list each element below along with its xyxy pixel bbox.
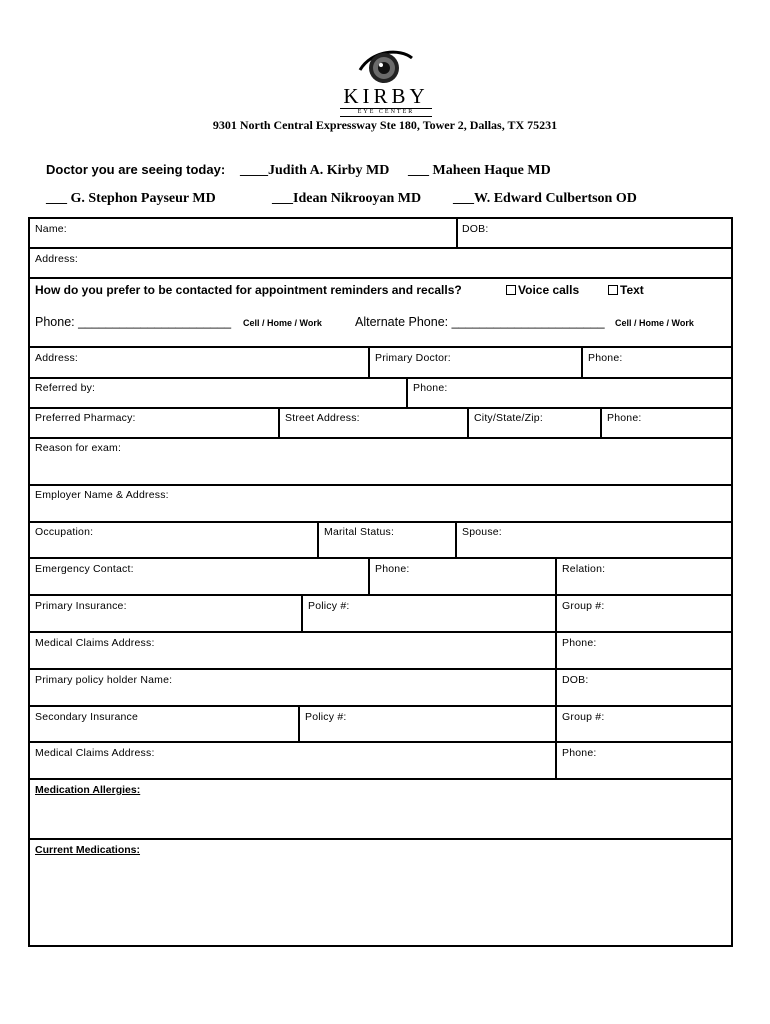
divider: [30, 594, 731, 596]
emergency-contact-field[interactable]: Emergency Contact:: [35, 563, 134, 575]
referred-by-field[interactable]: Referred by:: [35, 382, 96, 394]
address2-field[interactable]: Address:: [35, 352, 79, 364]
divider: [30, 247, 731, 249]
text-label: Text: [620, 283, 644, 297]
alternate-phone-field[interactable]: Alternate Phone: ______________________: [355, 315, 605, 329]
pharmacy-street-field[interactable]: Street Address:: [285, 412, 360, 424]
employer-field[interactable]: Employer Name & Address:: [35, 489, 169, 501]
primary-group-field[interactable]: Group #:: [562, 600, 605, 612]
divider: [278, 407, 280, 437]
divider: [406, 377, 408, 407]
divider: [555, 705, 557, 741]
pharmacy-phone-field[interactable]: Phone:: [607, 412, 642, 424]
primary-doctor-field[interactable]: Primary Doctor:: [375, 352, 451, 364]
divider: [317, 521, 319, 557]
divider: [30, 557, 731, 559]
divider: [368, 557, 370, 594]
divider: [30, 346, 731, 348]
doctor-option-nikrooyan[interactable]: ___Idean Nikrooyan MD: [272, 191, 422, 206]
divider: [30, 631, 731, 633]
spouse-field[interactable]: Spouse:: [462, 526, 502, 538]
policy-holder-dob-field[interactable]: DOB:: [562, 674, 589, 686]
doctor-option-haque[interactable]: ___ Maheen Haque MD: [408, 163, 551, 178]
divider: [555, 594, 557, 631]
logo-name: KIRBY: [343, 84, 429, 108]
divider: [467, 407, 469, 437]
divider: [455, 521, 457, 557]
occupation-field[interactable]: Occupation:: [35, 526, 94, 538]
checkbox-icon[interactable]: [608, 285, 618, 295]
divider: [30, 521, 731, 523]
secondary-policy-field[interactable]: Policy #:: [305, 711, 347, 723]
divider: [301, 594, 303, 631]
divider: [600, 407, 602, 437]
primary-policy-field[interactable]: Policy #:: [308, 600, 350, 612]
divider: [581, 346, 583, 377]
voice-calls-checkbox[interactable]: [506, 283, 579, 297]
secondary-group-field[interactable]: Group #:: [562, 711, 605, 723]
pharmacy-field[interactable]: Preferred Pharmacy:: [35, 412, 136, 424]
secondary-claims-phone-field[interactable]: Phone:: [562, 747, 597, 759]
voice-calls-label: Voice calls: [518, 283, 580, 297]
divider: [555, 668, 557, 705]
doctor-option-kirby[interactable]: ____Judith A. Kirby MD: [240, 163, 390, 178]
divider: [555, 631, 557, 668]
doctor-prompt: Doctor you are seeing today:: [46, 162, 226, 177]
checkbox-icon[interactable]: [506, 285, 516, 295]
primary-doctor-phone-field[interactable]: Phone:: [588, 352, 623, 364]
divider: [30, 377, 731, 379]
referred-phone-field[interactable]: Phone:: [413, 382, 448, 394]
address-field[interactable]: Address:: [35, 253, 79, 265]
divider: [30, 437, 731, 439]
secondary-claims-address-field[interactable]: Medical Claims Address:: [35, 747, 155, 759]
divider: [30, 838, 731, 840]
divider: [555, 741, 557, 778]
doctor-option-culbertson[interactable]: ___W. Edward Culbertson OD: [453, 191, 637, 206]
divider: [30, 668, 731, 670]
pharmacy-city-field[interactable]: City/State/Zip:: [474, 412, 543, 424]
secondary-insurance-field[interactable]: Secondary Insurance: [35, 711, 139, 723]
divider: [298, 705, 300, 741]
divider: [30, 741, 731, 743]
primary-insurance-field[interactable]: Primary Insurance:: [35, 600, 127, 612]
divider: [368, 346, 370, 377]
kirby-logo: [340, 46, 432, 120]
divider: [30, 277, 731, 279]
divider: [30, 484, 731, 486]
reason-field[interactable]: Reason for exam:: [35, 442, 122, 454]
contact-question: How do you prefer to be contacted for appointment reminders and recalls?: [35, 283, 462, 297]
policy-holder-field[interactable]: Primary policy holder Name:: [35, 674, 173, 686]
claims-phone-field[interactable]: Phone:: [562, 637, 597, 649]
divider: [555, 557, 557, 594]
text-checkbox[interactable]: [608, 283, 644, 297]
relation-field[interactable]: Relation:: [562, 563, 606, 575]
divider: [30, 407, 731, 409]
divider: [456, 219, 458, 247]
doctor-option-payseur[interactable]: ___ G. Stephon Payseur MD: [46, 191, 216, 206]
phone-field[interactable]: Phone: ______________________: [35, 315, 232, 329]
divider: [30, 778, 731, 780]
phone-type: Cell / Home / Work: [243, 318, 322, 328]
marital-status-field[interactable]: Marital Status:: [324, 526, 395, 538]
current-medications-field[interactable]: Current Medications:: [35, 844, 141, 856]
alternate-phone-type: Cell / Home / Work: [615, 318, 694, 328]
logo-subtitle: EYE CENTER: [340, 108, 432, 117]
name-field[interactable]: Name:: [35, 223, 67, 235]
medication-allergies-field[interactable]: Medication Allergies:: [35, 784, 141, 796]
patient-form: [28, 217, 733, 947]
claims-address-field[interactable]: Medical Claims Address:: [35, 637, 155, 649]
dob-field[interactable]: DOB:: [462, 223, 489, 235]
divider: [30, 705, 731, 707]
emergency-phone-field[interactable]: Phone:: [375, 563, 410, 575]
clinic-address: 9301 North Central Expressway Ste 180, Tower 2, Dallas, TX 75231: [212, 118, 558, 132]
